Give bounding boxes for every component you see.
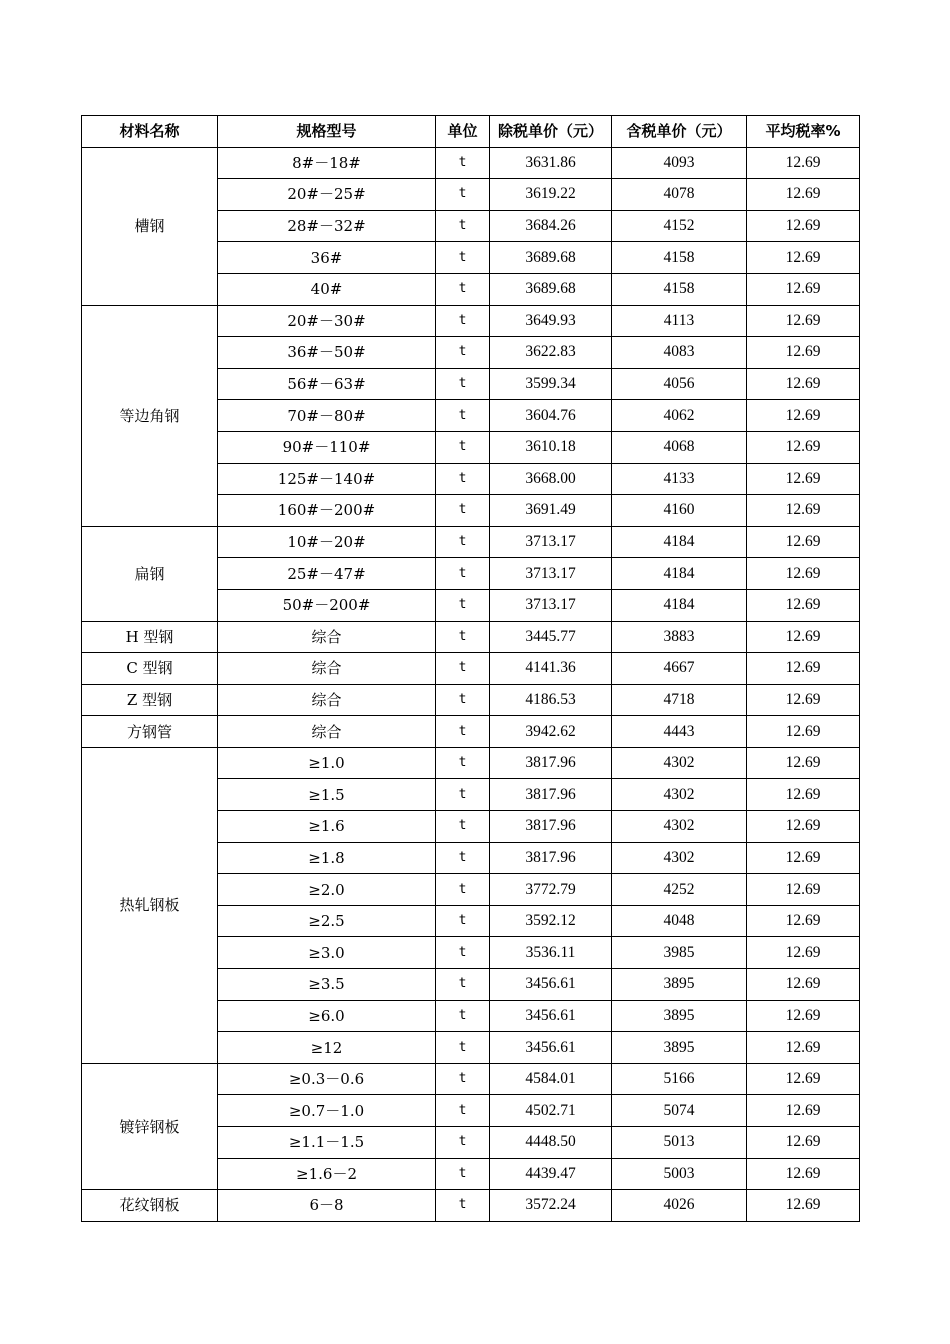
unit-cell: t <box>436 1190 490 1222</box>
price-ex-tax-cell: 3713.17 <box>490 526 612 558</box>
spec-cell: ≥1.5 <box>218 779 436 811</box>
spec-cell: ≥3.5 <box>218 969 436 1001</box>
price-inc-tax-cell: 4443 <box>612 716 747 748</box>
spec-cell: 40# <box>218 273 436 305</box>
price-ex-tax-cell: 3536.11 <box>490 937 612 969</box>
price-inc-tax-cell: 5166 <box>612 1063 747 1095</box>
tax-rate-cell: 12.69 <box>747 179 860 211</box>
spec-cell: 90#－110# <box>218 431 436 463</box>
price-inc-tax-cell: 4078 <box>612 179 747 211</box>
tax-rate-cell: 12.69 <box>747 1063 860 1095</box>
price-inc-tax-cell: 4302 <box>612 811 747 843</box>
tax-rate-cell: 12.69 <box>747 937 860 969</box>
tax-rate-cell: 12.69 <box>747 431 860 463</box>
table-row <box>82 1190 860 1222</box>
price-inc-tax-cell: 4252 <box>612 874 747 906</box>
header-price-inc-tax: 含税单价（元） <box>612 116 747 148</box>
unit-cell: t <box>436 937 490 969</box>
unit-cell: t <box>436 716 490 748</box>
unit-cell: t <box>436 1127 490 1159</box>
unit-cell: t <box>436 210 490 242</box>
unit-cell: t <box>436 621 490 653</box>
spec-cell: 56#－63# <box>218 368 436 400</box>
price-ex-tax-cell: 3817.96 <box>490 747 612 779</box>
price-ex-tax-cell: 4502.71 <box>490 1095 612 1127</box>
price-ex-tax-cell: 3599.34 <box>490 368 612 400</box>
price-inc-tax-cell: 4158 <box>612 242 747 274</box>
price-inc-tax-cell: 4083 <box>612 337 747 369</box>
unit-cell: t <box>436 400 490 432</box>
table-row <box>82 526 860 558</box>
price-inc-tax-cell: 3895 <box>612 1000 747 1032</box>
price-inc-tax-cell: 4056 <box>612 368 747 400</box>
table-row <box>82 747 860 779</box>
tax-rate-cell: 12.69 <box>747 969 860 1001</box>
price-ex-tax-cell: 4186.53 <box>490 684 612 716</box>
spec-cell: 28#－32# <box>218 210 436 242</box>
tax-rate-cell: 12.69 <box>747 305 860 337</box>
price-ex-tax-cell: 3942.62 <box>490 716 612 748</box>
material-name-cell: 花纹钢板 <box>82 1190 218 1222</box>
unit-cell: t <box>436 684 490 716</box>
table-row <box>82 684 860 716</box>
tax-rate-cell: 12.69 <box>747 1158 860 1190</box>
spec-cell: 25#－47# <box>218 558 436 590</box>
unit-cell: t <box>436 337 490 369</box>
unit-cell: t <box>436 842 490 874</box>
spec-cell: ≥1.0 <box>218 747 436 779</box>
spec-cell: 36# <box>218 242 436 274</box>
spec-cell: 8#－18# <box>218 147 436 179</box>
price-inc-tax-cell: 4302 <box>612 842 747 874</box>
price-ex-tax-cell: 4448.50 <box>490 1127 612 1159</box>
price-ex-tax-cell: 3684.26 <box>490 210 612 242</box>
price-ex-tax-cell: 3817.96 <box>490 842 612 874</box>
tax-rate-cell: 12.69 <box>747 811 860 843</box>
unit-cell: t <box>436 589 490 621</box>
tax-rate-cell: 12.69 <box>747 1032 860 1064</box>
material-name-cell: 扁钢 <box>82 526 218 621</box>
price-ex-tax-cell: 3445.77 <box>490 621 612 653</box>
spec-cell: 20#－25# <box>218 179 436 211</box>
price-inc-tax-cell: 4718 <box>612 684 747 716</box>
price-ex-tax-cell: 3713.17 <box>490 589 612 621</box>
unit-cell: t <box>436 431 490 463</box>
tax-rate-cell: 12.69 <box>747 1190 860 1222</box>
price-inc-tax-cell: 4048 <box>612 905 747 937</box>
tax-rate-cell: 12.69 <box>747 747 860 779</box>
price-inc-tax-cell: 4667 <box>612 653 747 685</box>
spec-cell: 综合 <box>218 716 436 748</box>
spec-cell: 6－8 <box>218 1190 436 1222</box>
spec-cell: 36#－50# <box>218 337 436 369</box>
price-ex-tax-cell: 3456.61 <box>490 1032 612 1064</box>
tax-rate-cell: 12.69 <box>747 495 860 527</box>
price-ex-tax-cell: 3668.00 <box>490 463 612 495</box>
spec-cell: 综合 <box>218 653 436 685</box>
material-name-cell: 方钢管 <box>82 716 218 748</box>
unit-cell: t <box>436 305 490 337</box>
tax-rate-cell: 12.69 <box>747 621 860 653</box>
price-inc-tax-cell: 5074 <box>612 1095 747 1127</box>
material-price-table <box>81 115 860 1222</box>
price-ex-tax-cell: 3456.61 <box>490 969 612 1001</box>
unit-cell: t <box>436 969 490 1001</box>
tax-rate-cell: 12.69 <box>747 526 860 558</box>
spec-cell: 50#－200# <box>218 589 436 621</box>
tax-rate-cell: 12.69 <box>747 210 860 242</box>
unit-cell: t <box>436 242 490 274</box>
tax-rate-cell: 12.69 <box>747 1127 860 1159</box>
tax-rate-cell: 12.69 <box>747 147 860 179</box>
spec-cell: ≥1.8 <box>218 842 436 874</box>
price-ex-tax-cell: 4584.01 <box>490 1063 612 1095</box>
spec-cell: ≥2.5 <box>218 905 436 937</box>
header-spec-model: 规格型号 <box>218 116 436 148</box>
price-ex-tax-cell: 3592.12 <box>490 905 612 937</box>
header-material-name: 材料名称 <box>82 116 218 148</box>
price-ex-tax-cell: 4439.47 <box>490 1158 612 1190</box>
spec-cell: 综合 <box>218 621 436 653</box>
unit-cell: t <box>436 905 490 937</box>
spec-cell: 20#－30# <box>218 305 436 337</box>
tax-rate-cell: 12.69 <box>747 716 860 748</box>
price-inc-tax-cell: 4184 <box>612 589 747 621</box>
tax-rate-cell: 12.69 <box>747 463 860 495</box>
tax-rate-cell: 12.69 <box>747 874 860 906</box>
price-inc-tax-cell: 4184 <box>612 558 747 590</box>
tax-rate-cell: 12.69 <box>747 684 860 716</box>
table-row <box>82 621 860 653</box>
table-row <box>82 653 860 685</box>
unit-cell: t <box>436 368 490 400</box>
header-avg-tax-rate: 平均税率% <box>747 116 860 148</box>
unit-cell: t <box>436 1158 490 1190</box>
tax-rate-cell: 12.69 <box>747 273 860 305</box>
unit-cell: t <box>436 653 490 685</box>
price-inc-tax-cell: 4158 <box>612 273 747 305</box>
unit-cell: t <box>436 463 490 495</box>
price-inc-tax-cell: 5013 <box>612 1127 747 1159</box>
material-name-cell: C 型钢 <box>82 653 218 685</box>
material-name-cell: 等边角钢 <box>82 305 218 526</box>
unit-cell: t <box>436 874 490 906</box>
tax-rate-cell: 12.69 <box>747 905 860 937</box>
price-inc-tax-cell: 4026 <box>612 1190 747 1222</box>
price-inc-tax-cell: 3985 <box>612 937 747 969</box>
material-name-cell: 热轧钢板 <box>82 747 218 1063</box>
spec-cell: ≥1.6 <box>218 811 436 843</box>
price-ex-tax-cell: 3619.22 <box>490 179 612 211</box>
tax-rate-cell: 12.69 <box>747 242 860 274</box>
spec-cell: ≥1.1－1.5 <box>218 1127 436 1159</box>
material-name-cell: 镀锌钢板 <box>82 1063 218 1189</box>
material-name-cell: H 型钢 <box>82 621 218 653</box>
unit-cell: t <box>436 811 490 843</box>
price-ex-tax-cell: 3689.68 <box>490 242 612 274</box>
header-price-ex-tax: 除税单价（元） <box>490 116 612 148</box>
price-inc-tax-cell: 4068 <box>612 431 747 463</box>
unit-cell: t <box>436 526 490 558</box>
table-header-row <box>82 116 860 148</box>
unit-cell: t <box>436 558 490 590</box>
table-row <box>82 1063 860 1095</box>
unit-cell: t <box>436 1095 490 1127</box>
tax-rate-cell: 12.69 <box>747 368 860 400</box>
price-inc-tax-cell: 4302 <box>612 747 747 779</box>
unit-cell: t <box>436 273 490 305</box>
spec-cell: ≥3.0 <box>218 937 436 969</box>
price-inc-tax-cell: 3895 <box>612 1032 747 1064</box>
table-row <box>82 147 860 179</box>
unit-cell: t <box>436 495 490 527</box>
price-inc-tax-cell: 4152 <box>612 210 747 242</box>
table-row <box>82 305 860 337</box>
tax-rate-cell: 12.69 <box>747 842 860 874</box>
price-ex-tax-cell: 3772.79 <box>490 874 612 906</box>
price-inc-tax-cell: 4302 <box>612 779 747 811</box>
price-ex-tax-cell: 3691.49 <box>490 495 612 527</box>
tax-rate-cell: 12.69 <box>747 400 860 432</box>
price-inc-tax-cell: 4062 <box>612 400 747 432</box>
spec-cell: 综合 <box>218 684 436 716</box>
tax-rate-cell: 12.69 <box>747 1000 860 1032</box>
material-name-cell: Z 型钢 <box>82 684 218 716</box>
price-ex-tax-cell: 3610.18 <box>490 431 612 463</box>
spec-cell: ≥1.6－2 <box>218 1158 436 1190</box>
unit-cell: t <box>436 1032 490 1064</box>
price-inc-tax-cell: 3895 <box>612 969 747 1001</box>
price-ex-tax-cell: 3572.24 <box>490 1190 612 1222</box>
unit-cell: t <box>436 1000 490 1032</box>
price-inc-tax-cell: 4160 <box>612 495 747 527</box>
spec-cell: ≥6.0 <box>218 1000 436 1032</box>
tax-rate-cell: 12.69 <box>747 779 860 811</box>
spec-cell: 10#－20# <box>218 526 436 558</box>
unit-cell: t <box>436 779 490 811</box>
spec-cell: 125#－140# <box>218 463 436 495</box>
unit-cell: t <box>436 1063 490 1095</box>
price-inc-tax-cell: 4093 <box>612 147 747 179</box>
table-body <box>82 147 860 1221</box>
tax-rate-cell: 12.69 <box>747 653 860 685</box>
price-ex-tax-cell: 3631.86 <box>490 147 612 179</box>
tax-rate-cell: 12.69 <box>747 337 860 369</box>
price-ex-tax-cell: 3817.96 <box>490 811 612 843</box>
price-ex-tax-cell: 3713.17 <box>490 558 612 590</box>
price-ex-tax-cell: 3817.96 <box>490 779 612 811</box>
price-inc-tax-cell: 5003 <box>612 1158 747 1190</box>
unit-cell: t <box>436 147 490 179</box>
spec-cell: ≥2.0 <box>218 874 436 906</box>
spec-cell: ≥12 <box>218 1032 436 1064</box>
header-unit: 单位 <box>436 116 490 148</box>
tax-rate-cell: 12.69 <box>747 589 860 621</box>
unit-cell: t <box>436 747 490 779</box>
tax-rate-cell: 12.69 <box>747 558 860 590</box>
spec-cell: 160#－200# <box>218 495 436 527</box>
tax-rate-cell: 12.69 <box>747 1095 860 1127</box>
price-inc-tax-cell: 4184 <box>612 526 747 558</box>
price-ex-tax-cell: 3456.61 <box>490 1000 612 1032</box>
price-inc-tax-cell: 4113 <box>612 305 747 337</box>
table-row <box>82 716 860 748</box>
spec-cell: ≥0.3－0.6 <box>218 1063 436 1095</box>
price-ex-tax-cell: 3649.93 <box>490 305 612 337</box>
price-inc-tax-cell: 4133 <box>612 463 747 495</box>
spec-cell: ≥0.7－1.0 <box>218 1095 436 1127</box>
unit-cell: t <box>436 179 490 211</box>
price-ex-tax-cell: 3622.83 <box>490 337 612 369</box>
price-ex-tax-cell: 3689.68 <box>490 273 612 305</box>
price-ex-tax-cell: 3604.76 <box>490 400 612 432</box>
spec-cell: 70#－80# <box>218 400 436 432</box>
material-name-cell: 槽钢 <box>82 147 218 305</box>
price-ex-tax-cell: 4141.36 <box>490 653 612 685</box>
price-inc-tax-cell: 3883 <box>612 621 747 653</box>
